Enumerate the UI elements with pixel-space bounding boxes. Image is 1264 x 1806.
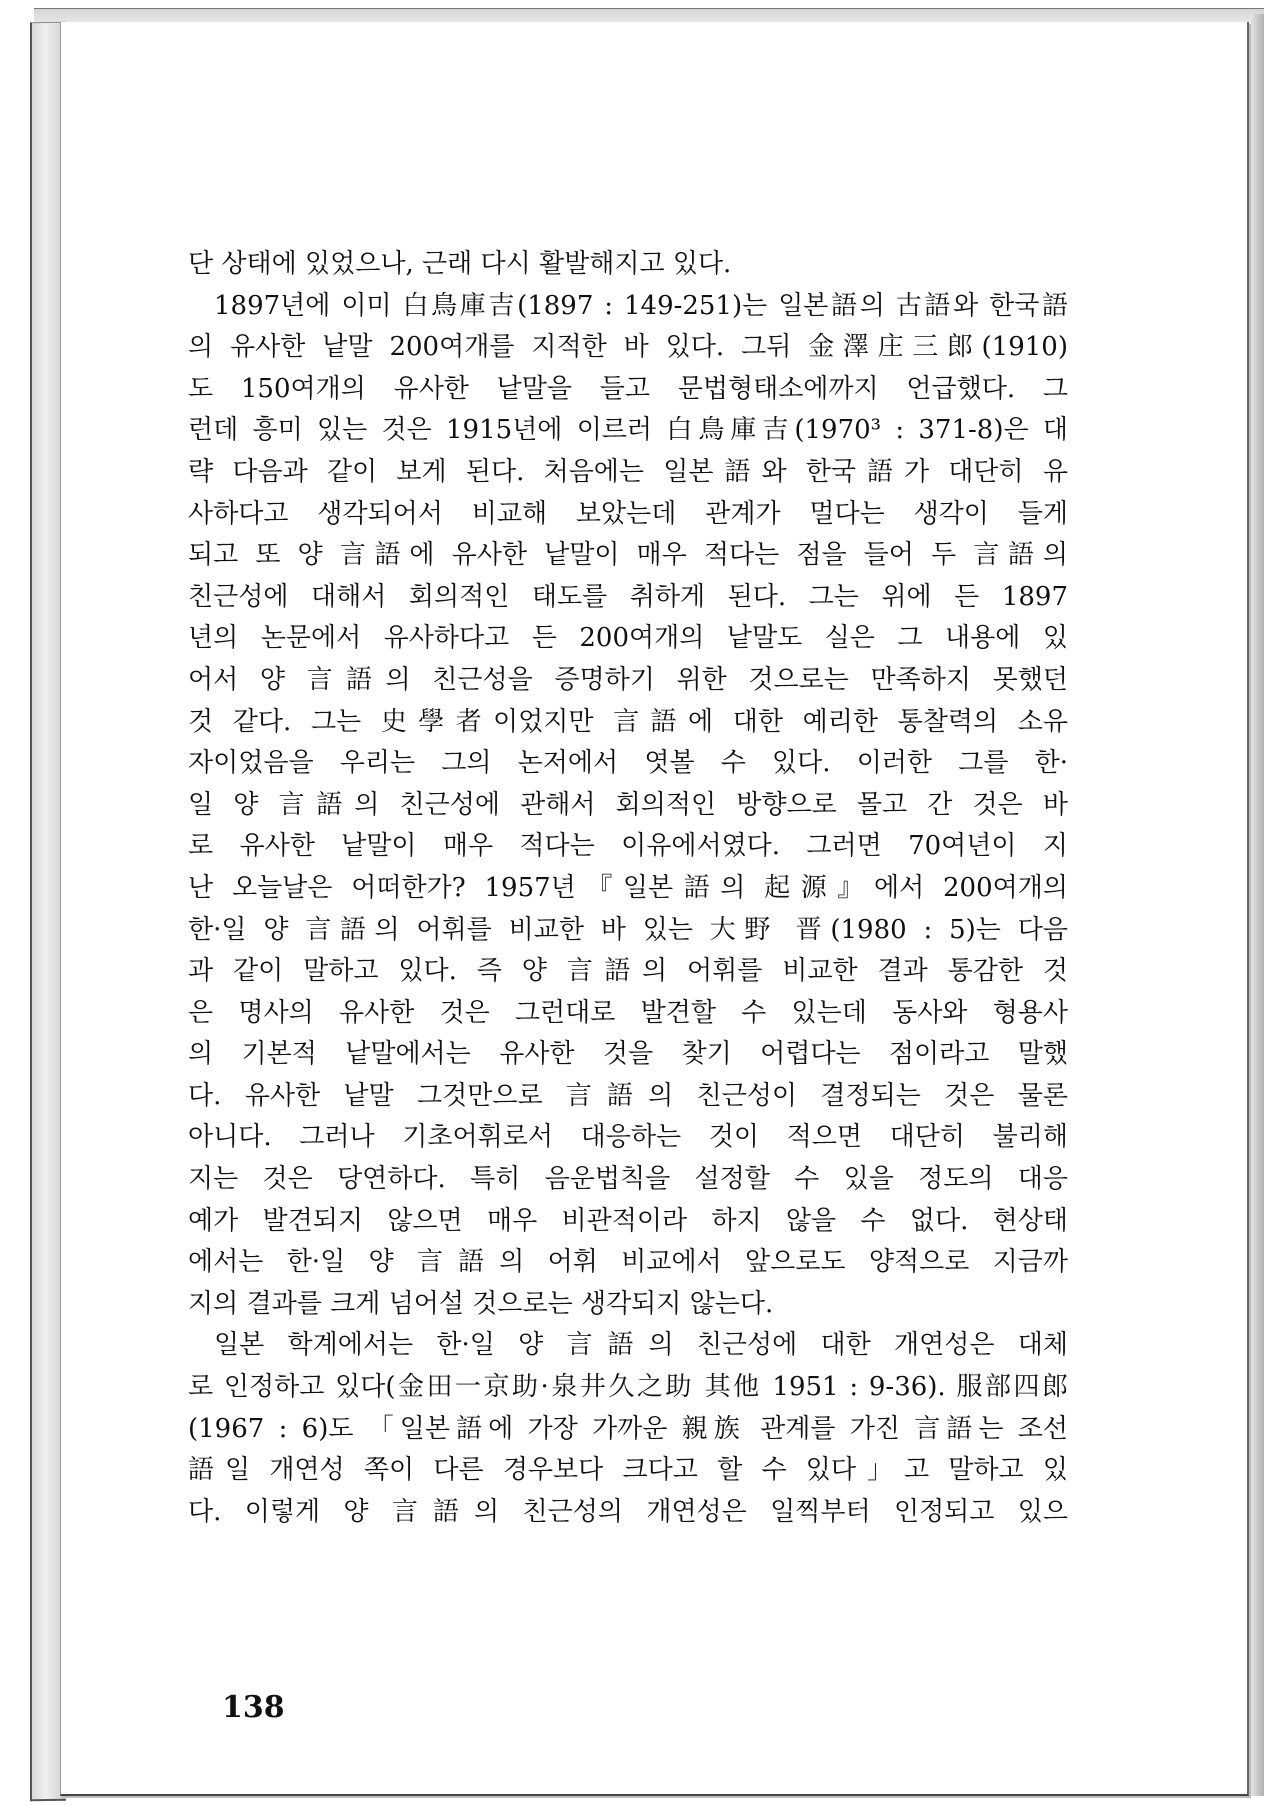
page-edge-right [1250,14,1264,1796]
body-text [188,244,1068,1533]
text-line: 일 양 言語의 친근성에 관해서 회의적인 방향으로 몰고 간 것은 바 [188,789,1068,820]
text-line: 단 상태에 있었으나, 근래 다시 활발해지고 있다. [188,249,732,279]
text-line: 1897년에 이미 白鳥庫吉(1897 : 149-251)는 일본語의 古語와 한국語 [214,290,1068,321]
text-line: 語일 개연성 쪽이 다른 경우보다 크다고 할 수 있다」고 말하고 있 [188,1455,1068,1486]
text-line: 략 다음과 같이 보게 된다. 처음에는 일본語와 한국語가 대단히 유 [188,456,1068,487]
text-line: 되고 또 양 言語에 유사한 낱말이 매우 적다는 점을 들어 두 言語의 [188,540,1068,571]
text-line: 지의 결과를 크게 넘어설 것으로는 생각되지 않는다. [188,1288,774,1319]
text-line: 과 같이 말하고 있다. 즉 양 言語의 어휘를 비교한 결과 통감한 것 [188,956,1068,987]
text-line: 친근성에 대해서 회의적인 태도를 취하게 된다. 그는 위에 든 1897 [188,581,1068,612]
text-line: 일본 학계에서는 한·일 양 言語의 친근성에 대한 개연성은 대체 [214,1330,1068,1361]
text-line: 아니다. 그러나 기초어휘로서 대응하는 것이 적으면 대단히 불리해 [188,1122,1068,1153]
text-line: 한·일 양 言語의 어휘를 비교한 바 있는 大野 晋(1980 : 5)는 다음 [188,914,1068,945]
text-line: 다. 이렇게 양 言語의 친근성의 개연성은 일찍부터 인정되고 있으 [188,1496,1068,1527]
text-line: 은 명사의 유사한 것은 그런대로 발견할 수 있는데 동사와 형용사 [188,997,1068,1028]
text-line: 것 같다. 그는 史學者이었지만 言語에 대한 예리한 통찰력의 소유 [188,706,1068,737]
text-line: 다. 유사한 낱말 그것만으로 言語의 친근성이 결정되는 것은 물론 [188,1080,1068,1111]
text-line: 어서 양 言語의 친근성을 증명하기 위한 것으로는 만족하지 못했던 [188,664,1068,695]
page-number: 138 [222,1690,285,1725]
text-line: 난 오늘날은 어떠한가? 1957년『일본語의 起源』에서 200여개의 [188,872,1068,903]
text-line: (1967 : 6)도 「일본語에 가장 가까운 親族 관계를 가진 言語는 조선 [188,1413,1068,1444]
text-line: 예가 발견되지 않으면 매우 비관적이라 하지 않을 수 없다. 현상태 [188,1205,1068,1236]
text-line: 사하다고 생각되어서 비교해 보았는데 관계가 멀다는 생각이 들게 [188,498,1068,529]
text-line: 로 인정하고 있다(金田一京助·泉井久之助 其他 1951 : 9-36). 服部四郎 [188,1372,1068,1403]
text-line: 년의 논문에서 유사하다고 든 200여개의 낱말도 실은 그 내용에 있 [188,623,1068,654]
text-line: 런데 흥미 있는 것은 1915년에 이르러 白鳥庫吉(1970³ : 371-8)은 대 [188,415,1068,446]
text-line: 자이었음을 우리는 그의 논저에서 엿볼 수 있다. 이러한 그를 한· [188,748,1068,779]
text-line: 의 기본적 낱말에서는 유사한 것을 찾기 어렵다는 점이라고 말했 [188,1039,1068,1070]
text-line: 지는 것은 당연하다. 특히 음운법칙을 설정할 수 있을 정도의 대응 [188,1164,1068,1195]
text-line: 의 유사한 낱말 200여개를 지적한 바 있다. 그뒤 金澤庄三郎(1910) [188,332,1068,363]
text-line: 로 유사한 낱말이 매우 적다는 이유에서였다. 그러면 70여년이 지 [188,831,1068,862]
text-line: 에서는 한·일 양 言語의 어휘 비교에서 앞으로도 양적으로 지금까 [188,1247,1068,1278]
text-line: 도 150여개의 유사한 낱말을 들고 문법형태소에까지 언급했다. 그 [188,373,1068,404]
